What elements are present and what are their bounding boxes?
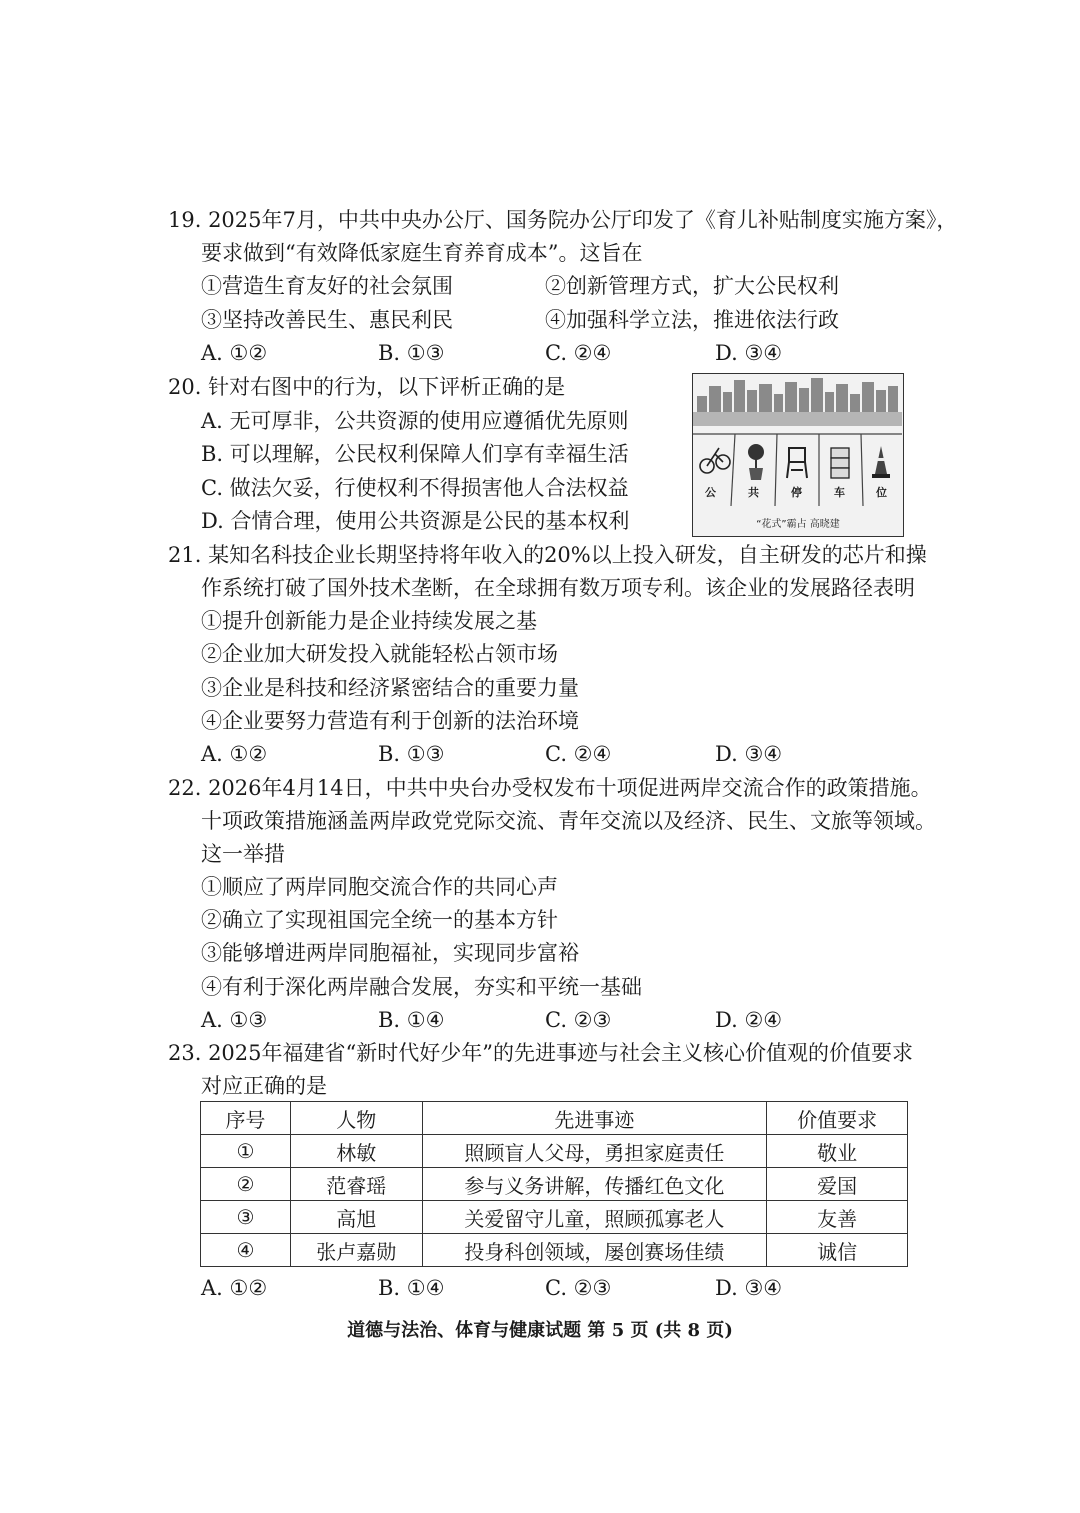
table-header: 人物: [290, 1102, 422, 1135]
table-row: [201, 1234, 908, 1267]
q19-statement-4: ④加强科学立法，推进依法行政: [545, 308, 839, 332]
table-row: [201, 1201, 908, 1234]
stall-label-5: 位: [876, 486, 887, 499]
table-cell: 张卢嘉勋: [290, 1234, 422, 1267]
stall-label-1: 公: [705, 486, 716, 499]
table-cell: 林敏: [290, 1135, 422, 1168]
table-cell: ②: [201, 1168, 291, 1201]
q21-option-c: C. ②④: [545, 742, 612, 766]
q19-stem-line2: 要求做到“有效降低家庭生育养育成本”。这旨在: [201, 241, 643, 265]
q20-stem: 20. 针对右图中的行为，以下评析正确的是: [168, 375, 566, 399]
table-cell: ④: [201, 1234, 291, 1267]
table-header: 序号: [201, 1102, 291, 1135]
q21-statement-1: ①提升创新能力是企业持续发展之基: [201, 609, 537, 633]
stall-label-3: 停: [791, 486, 802, 499]
table-cell: 诚信: [767, 1234, 908, 1267]
q19-statement-3: ③坚持改善民生、惠民利民: [201, 308, 453, 332]
q22-statement-1: ①顺应了两岸同胞交流合作的共同心声: [201, 875, 558, 899]
stacked-boxes-icon: [831, 448, 849, 478]
q21-statement-3: ③企业是科技和经济紧密结合的重要力量: [201, 676, 579, 700]
stall-label-4: 车: [834, 486, 845, 499]
q23-table: [200, 1101, 908, 1267]
q22-statement-3: ③能够增进两岸同胞福祉，实现同步富裕: [201, 941, 579, 965]
q23-stem-line2: 对应正确的是: [201, 1074, 327, 1098]
traffic-cone-icon: [872, 446, 890, 478]
table-cell: 友善: [767, 1201, 908, 1234]
page-footer: 道德与法治、体育与健康试题 第 5 页 (共 8 页): [347, 1320, 733, 1341]
q21-option-b: B. ①③: [378, 742, 445, 766]
q22-option-d: D. ②④: [715, 1008, 783, 1032]
q19-option-d: D. ③④: [715, 341, 783, 365]
q20-option-d: D. 合情合理，使用公共资源是公民的基本权利: [201, 509, 630, 533]
q23-stem-line1: 23. 2025年福建省“新时代好少年”的先进事迹与社会主义核心价值观的价值要求: [168, 1041, 913, 1065]
table-cell: 投身科创领域，屡创赛场佳绩: [422, 1234, 766, 1267]
q20-option-b: B. 可以理解，公民权利保障人们享有幸福生活: [201, 442, 629, 466]
q23-option-d: D. ③④: [715, 1276, 783, 1300]
q21-statement-4: ④企业要努力营造有利于创新的法治环境: [201, 709, 579, 733]
q20-option-c: C. 做法欠妥，行使权利不得损害他人合法权益: [201, 476, 629, 500]
bicycle-icon: [700, 448, 730, 473]
q22-statement-4: ④有利于深化两岸融合发展，夯实和平统一基础: [201, 975, 642, 999]
table-cell: 关爱留守儿童，照顾孤寡老人: [422, 1201, 766, 1234]
table-cell: 参与义务讲解，传播红色文化: [422, 1168, 766, 1201]
q19-stem-line1: 19. 2025年7月，中共中央办公厅、国务院办公厅印发了《育儿补贴制度实施方案》，: [168, 208, 958, 232]
table-header: 先进事迹: [422, 1102, 766, 1135]
q21-stem-line2: 作系统打破了国外技术垄断，在全球拥有数万项专利。该企业的发展路径表明: [201, 576, 915, 600]
q22-option-c: C. ②③: [545, 1008, 612, 1032]
q19-option-c: C. ②④: [545, 341, 612, 365]
q22-stem-line2: 十项政策措施涵盖两岸政党党际交流、青年交流以及经济、民生、文旅等领域。: [201, 809, 936, 833]
q19-statement-1: ①营造生育友好的社会氛围: [201, 274, 453, 298]
table-header: 价值要求: [767, 1102, 908, 1135]
q19-option-a: A. ①②: [201, 341, 268, 365]
q23-option-c: C. ②③: [545, 1276, 612, 1300]
table-cell: ①: [201, 1135, 291, 1168]
q22-stem-line3: 这一举措: [201, 842, 285, 866]
stall-labels: [693, 484, 902, 504]
q20-option-a: A. 无可厚非，公共资源的使用应遵循优先原则: [201, 409, 629, 433]
potted-plant-icon: [748, 444, 764, 480]
cartoon-caption: “花式”霸占 高晓建: [756, 519, 840, 530]
table-cell: 范睿瑶: [290, 1168, 422, 1201]
q19-option-b: B. ①③: [378, 341, 445, 365]
q21-option-d: D. ③④: [715, 742, 783, 766]
q19-statement-2: ②创新管理方式，扩大公民权利: [545, 274, 839, 298]
q21-option-a: A. ①②: [201, 742, 268, 766]
q22-option-a: A. ①③: [201, 1008, 268, 1032]
table-cell: ③: [201, 1201, 291, 1234]
table-cell: 爱国: [767, 1168, 908, 1201]
q21-statement-2: ②企业加大研发投入就能轻松占领市场: [201, 642, 558, 666]
q23-option-b: B. ①④: [378, 1276, 445, 1300]
q22-option-b: B. ①④: [378, 1008, 445, 1032]
table-row: [201, 1135, 908, 1168]
q21-stem-line1: 21. 某知名科技企业长期坚持将年收入的20%以上投入研发，自主研发的芯片和操: [168, 543, 927, 567]
stall-label-2: 共: [748, 486, 759, 499]
table-header-row: [201, 1102, 908, 1135]
table-row: [201, 1168, 908, 1201]
table-cell: 敬业: [767, 1135, 908, 1168]
table-cell: 高旭: [290, 1201, 422, 1234]
chair-icon: [787, 448, 807, 478]
parking-cartoon: [692, 373, 904, 537]
q23-option-a: A. ①②: [201, 1276, 268, 1300]
q22-stem-line1: 22. 2026年4月14日，中共中央台办受权发布十项促进两岸交流合作的政策措施。: [168, 776, 932, 800]
q22-statement-2: ②确立了实现祖国完全统一的基本方针: [201, 908, 558, 932]
table-cell: 照顾盲人父母，勇担家庭责任: [422, 1135, 766, 1168]
